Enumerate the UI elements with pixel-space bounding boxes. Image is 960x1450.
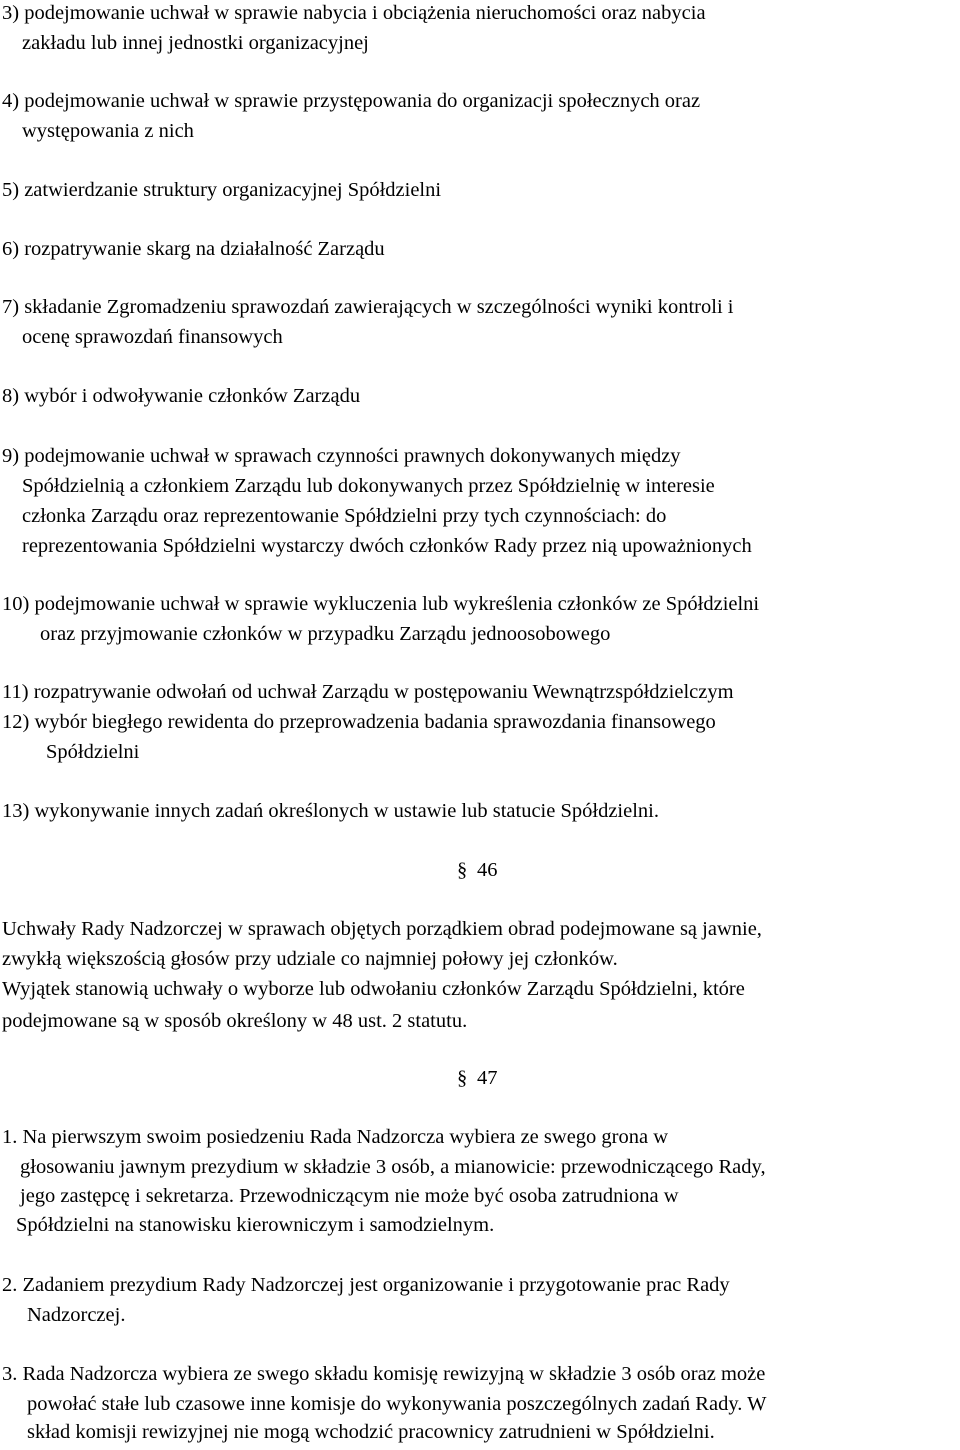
item-4-line-1: 4) podejmowanie uchwał w sprawie przystępowania do organizacji społecznych oraz — [2, 90, 701, 112]
section-46-heading — [457, 860, 498, 881]
item-7-line-2: ocenę sprawozdań finansowych — [22, 326, 283, 348]
item-10-line-1: 10) podejmowanie uchwał w sprawie wykluczenia lub wykreślenia członków ze Spółdzielni — [2, 593, 760, 615]
item-6: 6) rozpatrywanie skarg na działalność Zarządu — [2, 238, 385, 260]
section-47-point-1-line-3: jego zastępcę i sekretarza. Przewodniczącym nie może być osoba zatrudniona w — [20, 1185, 679, 1207]
section-46-paragraph-line-4: podejmowane są w sposób określony w 48 ust. 2 statutu. — [2, 1010, 468, 1032]
item-8: 8) wybór i odwoływanie członków Zarządu — [2, 385, 361, 407]
section-47-number: 47 — [477, 1067, 498, 1089]
section-47-point-2-line-1: 2. Zadaniem prezydium Rady Nadzorczej jest organizowanie i przygotowanie prac Rady — [2, 1274, 730, 1296]
section-sign-icon: § — [457, 1067, 468, 1089]
section-sign-icon: § — [457, 859, 468, 881]
item-10-line-2: oraz przyjmowanie członków w przypadku Zarządu jednoosobowego — [40, 623, 611, 645]
section-47-point-3-line-2: powołać stałe lub czasowe inne komisje do wykonywania poszczególnych zadań Rady. W — [27, 1393, 767, 1415]
section-47-heading — [457, 1068, 498, 1089]
section-47-point-1-line-2: głosowaniu jawnym prezydium w składzie 3 osób, a mianowicie: przewodniczącego Rady, — [20, 1156, 766, 1178]
section-47-point-3-line-1: 3. Rada Nadzorcza wybiera ze swego składu komisję rewizyjną w składzie 3 osób oraz może — [2, 1363, 766, 1385]
item-5: 5) zatwierdzanie struktury organizacyjnej Spółdzielni — [2, 179, 442, 201]
section-46-number: 46 — [477, 859, 498, 881]
section-47-point-1-line-1: 1. Na pierwszym swoim posiedzeniu Rada Nadzorcza wybiera ze swego grona w — [2, 1126, 669, 1148]
item-12-line-1: 12) wybór biegłego rewidenta do przeprowadzenia badania sprawozdania finansowego — [2, 711, 716, 733]
item-4-line-2: występowania z nich — [22, 120, 194, 142]
item-12-line-2: Spółdzielni — [46, 741, 140, 763]
item-11: 11) rozpatrywanie odwołań od uchwał Zarządu w postępowaniu Wewnątrzspółdzielczym — [2, 681, 734, 703]
section-47-point-1-line-4: Spółdzielni na stanowisku kierowniczym i samodzielnym. — [16, 1214, 495, 1236]
section-47-point-2-line-2: Nadzorczej. — [27, 1304, 126, 1326]
item-7-line-1: 7) składanie Zgromadzeniu sprawozdań zawierających w szczególności wyniki kontroli i — [2, 296, 734, 318]
section-47-point-3-line-3: skład komisji rewizyjnej nie mogą wchodzić pracownicy zatrudnieni w Spółdzielni. — [27, 1421, 715, 1443]
item-13: 13) wykonywanie innych zadań określonych w ustawie lub statucie Spółdzielni. — [2, 800, 659, 822]
item-3-line-1: 3) podejmowanie uchwał w sprawie nabycia i obciążenia nieruchomości oraz nabycia — [2, 2, 706, 24]
section-46-paragraph-line-1: Uchwały Rady Nadzorczej w sprawach objętych porządkiem obrad podejmowane są jawnie, — [2, 918, 762, 940]
item-9-line-2: Spółdzielnią a członkiem Zarządu lub dokonywanych przez Spółdzielnię w interesie — [22, 475, 715, 497]
item-9-line-1: 9) podejmowanie uchwał w sprawach czynności prawnych dokonywanych między — [2, 445, 681, 467]
item-9-line-3: członka Zarządu oraz reprezentowanie Spółdzielni przy tych czynnościach: do — [22, 505, 667, 527]
section-46-paragraph-line-3: Wyjątek stanowią uchwały o wyborze lub odwołaniu członków Zarządu Spółdzielni, które — [2, 978, 745, 1000]
section-46-paragraph-line-2: zwykłą większością głosów przy udziale co najmniej połowy jej członków. — [2, 948, 618, 970]
item-3-line-2: zakładu lub innej jednostki organizacyjnej — [22, 32, 369, 54]
item-9-line-4: reprezentowania Spółdzielni wystarczy dwóch członków Rady przez nią upoważnionych — [22, 535, 752, 557]
